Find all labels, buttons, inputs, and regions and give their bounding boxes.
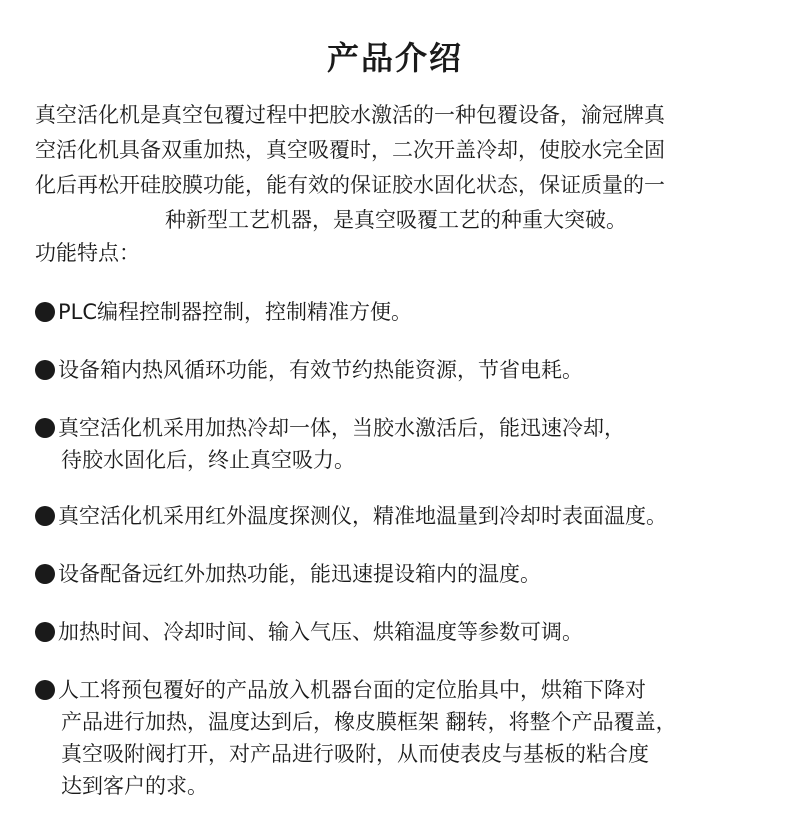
- feature-text: 加热时间、冷却时间、输入气压、烘箱温度等参数可调。: [58, 620, 583, 644]
- bullet-icon: [35, 564, 55, 584]
- feature-text: 真空活化机采用加热冷却一体，当胶水激活后，能迅速冷却，: [58, 416, 625, 440]
- page-title: 产品介绍: [326, 39, 463, 77]
- feature-text: 设备箱内热风循环功能，有效节约热能资源，节省电耗。: [58, 358, 583, 382]
- feature-text: 人工将预包覆好的产品放入机器台面的定位胎具中，烘箱下降对: [58, 678, 646, 702]
- feature-text: 真空活化机采用红外温度探测仪，精准地温量到冷却时表面温度。: [58, 504, 667, 528]
- feature-item: [35, 616, 583, 648]
- features-heading: 功能特点：: [35, 241, 140, 265]
- feature-text: 真空吸附阀打开，对产品进行吸附，从而使表皮与基板的粘合度: [61, 742, 649, 766]
- bullet-icon: [35, 622, 55, 642]
- feature-item: [35, 354, 583, 386]
- feature-item: [35, 412, 625, 476]
- bullet-icon: [35, 418, 55, 438]
- intro-line: 化后再松开硅胶膜功能，能有效的保证胶水固化状态，保证质量的一: [35, 173, 665, 197]
- intro-line: 真空活化机是真空包覆过程中把胶水激活的一种包覆设备，渝冠牌真: [35, 103, 665, 127]
- feature-item: [35, 558, 541, 590]
- feature-item: [35, 500, 667, 532]
- bullet-icon: [35, 506, 55, 526]
- feature-text: 设备配备远红外加热功能，能迅速提设箱内的温度。: [58, 562, 541, 586]
- intro-paragraph: [35, 98, 757, 238]
- intro-line: 空活化机具备双重加热，真空吸覆时，二次开盖冷却，使胶水完全固: [35, 138, 665, 162]
- bullet-icon: [35, 680, 55, 700]
- bullet-icon: [35, 302, 55, 322]
- feature-text: 产品进行加热，温度达到后，橡皮膜框架 翻转，将整个产品覆盖，: [61, 710, 677, 734]
- intro-line: 种新型工艺机器，是真空吸覆工艺的种重大突破。: [165, 208, 627, 232]
- feature-text: 待胶水固化后，终止真空吸力。: [61, 448, 355, 472]
- feature-text: 达到客户的求。: [61, 774, 208, 798]
- feature-item: [35, 674, 677, 802]
- bullet-icon: [35, 360, 55, 380]
- feature-text: PLC编程控制器控制，控制精准方便。: [58, 300, 413, 324]
- feature-item: [35, 296, 412, 328]
